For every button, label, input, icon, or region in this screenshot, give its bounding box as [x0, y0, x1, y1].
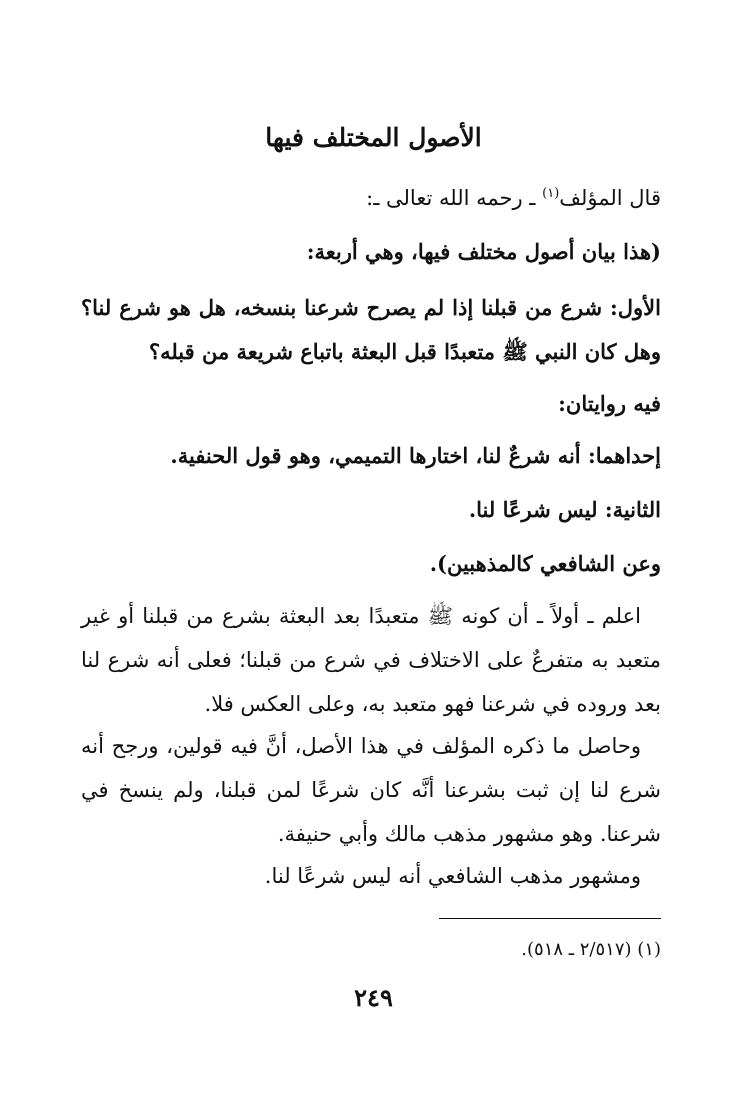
author-intro-text: قال المؤلف [559, 186, 661, 210]
author-intro [81, 176, 661, 220]
footnote-reference: (١) [542, 186, 560, 201]
page-number: ٢٤٩ [354, 983, 393, 1012]
matn-paragraph: الثانية: ليس شرعًا لنا. [468, 497, 661, 522]
commentary-paragraph: اعلم ـ أولاً ـ أن كونه ﷺ متعبدًا بعد البعثة بشرع من قبلنا أو غير متعبد به متفرعٌ على الاختلاف في شرع من قبلنا؛ فعلى أنه شرع لنا بعد وروده في شرعنا فهو متعبد به، وعلى العكس فلا. [81, 604, 661, 716]
section-heading: الأصول المختلف فيها [265, 123, 482, 152]
matn-paragraph: (هذا بيان أصول مختلف فيها، وهي أربعة: [306, 239, 661, 264]
author-intro-continuation: ـ رحمه الله تعالى ـ: [366, 186, 543, 210]
matn-paragraph: وعن الشافعي كالمذهبين). [429, 551, 661, 576]
matn-paragraph: فيه روايتان: [558, 391, 661, 416]
footnote-divider [439, 918, 661, 919]
commentary-paragraph: ومشهور مذهب الشافعي أنه ليس شرعًا لنا. [264, 864, 641, 888]
commentary-paragraph: وحاصل ما ذكره المؤلف في هذا الأصل، أنَّ فيه قولين، ورجح أنه شرع لنا إن ثبت بشرعنا أنَّه كان شرعًا لمن قبلنا، ولم ينسخ في شرعنا. وهو مشهور مذهب مالك وأبي حنيفة. [81, 734, 661, 846]
matn-paragraph: إحداهما: أنه شرعٌ لنا، اختارها التميمي، وهو قول الحنفية. [170, 443, 661, 468]
footnote-text: (١) (٢/٥١٧ ـ ٥١٨). [521, 939, 661, 960]
matn-paragraph: الأول: شرع من قبلنا إذا لم يصرح شرعنا بنسخه، هل هو شرع لنا؟ وهل كان النبي ﷺ متعبدًا قبل البعثة باتباع شريعة من قبله؟ [81, 295, 661, 364]
